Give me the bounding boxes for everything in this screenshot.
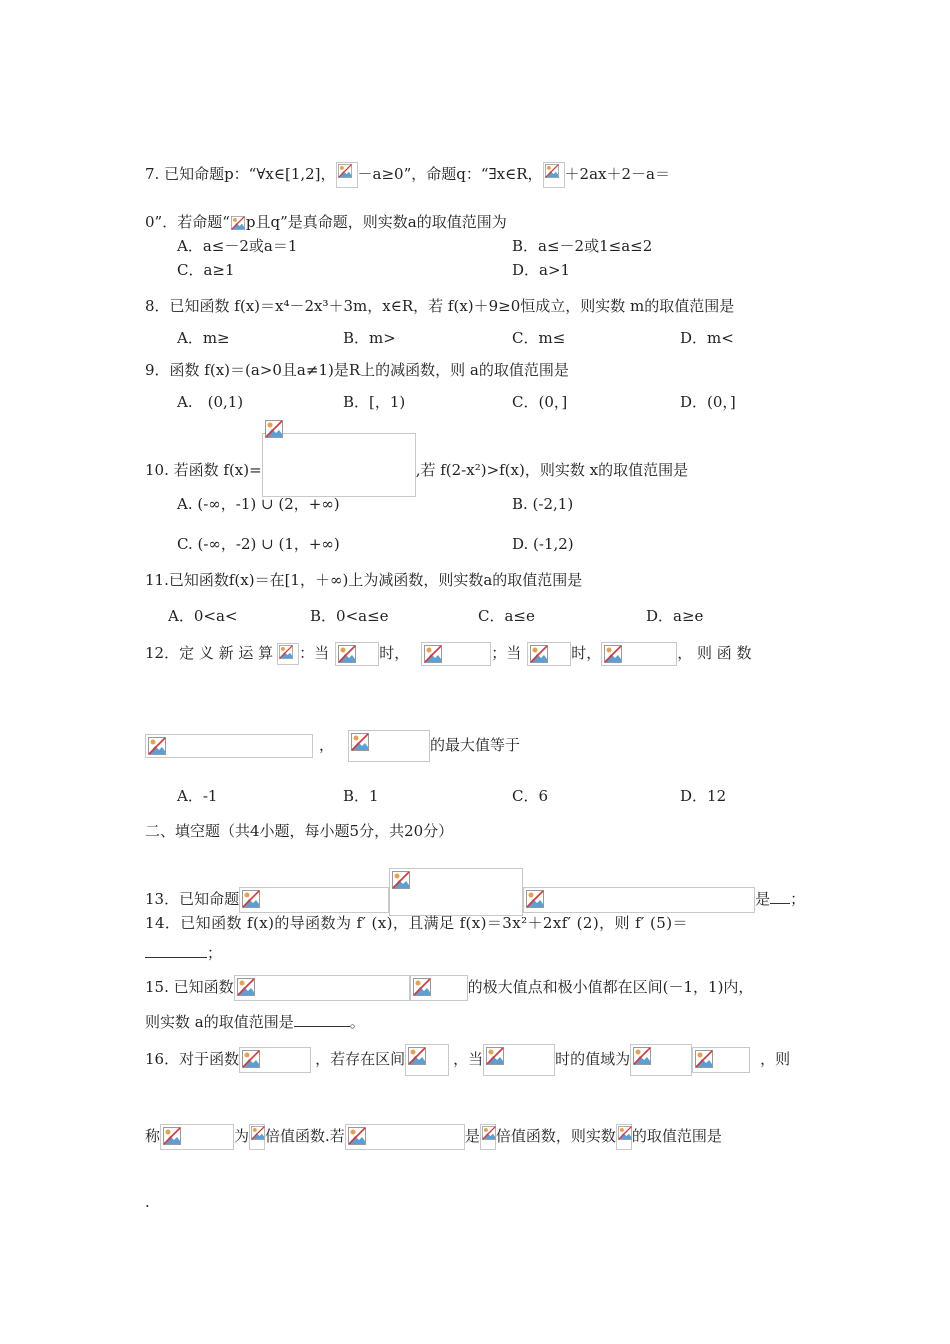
q10-text-a: 10. 若函数 f(x)= [145,461,262,479]
q15-line2 [145,1012,365,1032]
q7-option-d: D．a>1 [512,261,571,279]
q13-text-c: ； [790,890,806,908]
broken-image-icon [604,645,622,663]
q15-text-a: 15. 已知函数 [145,978,234,996]
formula-image [523,887,755,913]
formula-image [483,1044,555,1076]
formula-image [348,730,430,762]
q11-option-a: A．0<a< [168,607,238,625]
q16-line2 [145,1124,722,1150]
q10-option-a: A. (-∞，-1) ∪ (2，+∞) [177,495,340,513]
q15-text-d: 。 [349,1013,365,1031]
q9-option-c: C．(0，] [512,393,568,411]
broken-image-icon [348,1127,366,1145]
broken-image-icon [265,420,283,438]
q7-option-a: A．a≤－2或a＝1 [177,237,298,255]
broken-image-icon [695,1050,713,1068]
q12-text-g: ， [319,736,335,754]
formula-image [692,1047,750,1073]
formula-image [239,887,389,913]
q7-option-c: C．a≥1 [177,261,235,279]
broken-image-icon [251,1126,265,1140]
formula-image [616,1124,632,1150]
q16-text-c: ，当 [453,1050,484,1068]
q15-text-c: 则实数 a的取值范围是 [145,1013,294,1031]
q12-text-b: ：当 [299,644,330,662]
broken-image-icon [392,871,410,889]
formula-image [345,1124,465,1150]
broken-image-icon [424,645,442,663]
q16-line1 [145,1044,790,1076]
q9-option-d: D．(0，] [680,393,736,411]
q16-line3: . [145,1193,150,1211]
answer-blank[interactable] [294,1026,350,1027]
q9-option-a: A. (0,1) [177,393,244,411]
q10-option-d: D. (-1,2) [512,535,574,553]
q7-text-d: 0”．若命题“ [145,213,230,231]
formula-image [389,868,523,916]
q10-option-b: B. (-2,1) [512,495,574,513]
formula-image [527,642,571,666]
q12-option-c: C．6 [512,787,549,805]
formula-image [410,975,468,1001]
broken-image-icon [338,645,356,663]
q14-text-b: ； [207,944,223,962]
q16-text-j: 倍值函数，则实数 [495,1127,616,1145]
formula-image [249,1124,265,1150]
formula-image [145,734,313,758]
broken-image-icon [482,1126,496,1140]
q10-text-b: ,若 f(2-x²)>f(x)，则实数 x的取值范围是 [415,461,689,479]
formula-image [543,162,565,188]
q12-text-e: 时， [571,644,602,662]
q7-text-c: ＋2ax＋2－a＝ [564,165,670,183]
q12-text-f: ， 则 函 数 [677,644,752,662]
q16-text-i: 是 [464,1127,480,1145]
q11-option-c: C．a≤e [478,607,535,625]
q13-text-b: 是 [755,890,771,908]
q16-text-k: 的取值范围是 [631,1127,722,1145]
formula-image [160,1124,234,1150]
q11-option-b: B．0<a≤e [310,607,389,625]
q7-text-a: 7. 已知命题p：“∀x∈[1,2]， [145,165,336,183]
piecewise-function-image [262,433,416,497]
q14-line1: 14．已知函数 f(x)的导函数为 f′ (x)，且满足 f(x)＝3x²＋2xf′ (2)，则 f′ (5)＝ [145,914,688,932]
formula-image [480,1124,496,1150]
broken-image-icon [338,164,352,178]
broken-image-icon [351,733,369,751]
broken-image-icon [242,1050,260,1068]
q12-text-h: 的最大值等于 [430,736,521,754]
q12-line1 [145,642,752,666]
q16-text-b: ，若存在区间 [315,1050,406,1068]
broken-image-icon [279,645,293,659]
q13-text-a: 13．已知命题 [145,890,240,908]
section-heading: 二、填空题（共4小题，每小题5分，共20分） [145,822,454,840]
q16-text-a: 16．对于函数 [145,1050,240,1068]
q16-text-e: ，则 [760,1050,791,1068]
q14-line2 [145,943,222,963]
answer-blank[interactable] [145,957,207,958]
broken-image-icon [618,1126,632,1140]
q11-stem: 11.已知函数f(x)＝在[1，＋∞)上为减函数，则实数a的取值范围是 [145,571,583,589]
q12-text-c: 时， [379,644,410,662]
broken-image-icon [231,216,245,230]
formula-image [277,643,299,665]
broken-image-icon [148,737,166,755]
q12-text-a: 12．定 义 新 运 算 [145,644,274,662]
q8-option-c: C．m≤ [512,329,566,347]
broken-image-icon [530,645,548,663]
q16-text-d: 时的值域为 [555,1050,631,1068]
broken-image-icon [242,890,260,908]
formula-image [239,1047,311,1073]
q11-option-d: D．a≥e [646,607,704,625]
formula-image [335,642,379,666]
q16-text-f: 称 [145,1127,161,1145]
broken-image-icon [408,1047,426,1065]
formula-image [601,642,677,666]
broken-image-icon [237,978,255,996]
formula-image [230,215,246,231]
q12-option-b: B．1 [343,787,379,805]
broken-image-icon [163,1127,181,1145]
q9-stem: 9．函数 f(x)＝(a>0且a≠1)是R上的减函数，则 a的取值范围是 [145,361,569,379]
q7-text-b: －a≥0”，命题q：“∃x∈R， [357,165,543,183]
q9-option-b: B．[，1) [343,393,406,411]
q8-option-d: D．m< [680,329,734,347]
formula-image [630,1044,692,1076]
q7-option-b: B．a≤－2或1≤a≤2 [512,237,653,255]
formula-image [336,162,358,188]
q12-line2 [145,730,520,762]
broken-image-icon [486,1047,504,1065]
q8-stem: 8．已知函数 f(x)＝x⁴－2x³＋3m，x∈R，若 f(x)＋9≥0恒成立，则实数 m的取值范围是 [145,297,735,315]
q7-line1 [145,162,670,188]
formula-image [421,642,491,666]
q8-option-b: B．m> [343,329,396,347]
q15-line1 [145,975,753,1001]
q8-option-a: A．m≥ [177,329,230,347]
q16-text-h: 倍值函数.若 [265,1127,345,1145]
broken-image-icon [413,978,431,996]
broken-image-icon [633,1047,651,1065]
q15-text-b: 的极大值点和极小值都在区间(－1，1)内， [467,978,754,996]
answer-blank[interactable] [770,903,790,904]
q7-line2 [145,212,507,232]
q13-line [145,868,805,916]
broken-image-icon [545,164,559,178]
q10-stem [145,433,688,497]
q16-text-g: 为 [234,1127,250,1145]
q12-option-d: D．12 [680,787,727,805]
formula-image [234,975,410,1001]
q10-option-c: C. (-∞，-2) ∪ (1，+∞) [177,535,340,553]
q12-text-d: ；当 [491,644,522,662]
formula-image [405,1044,449,1076]
broken-image-icon [526,890,544,908]
q12-option-a: A．-1 [177,787,218,805]
q7-text-e: p且q”是真命题，则实数a的取值范围为 [245,213,507,231]
